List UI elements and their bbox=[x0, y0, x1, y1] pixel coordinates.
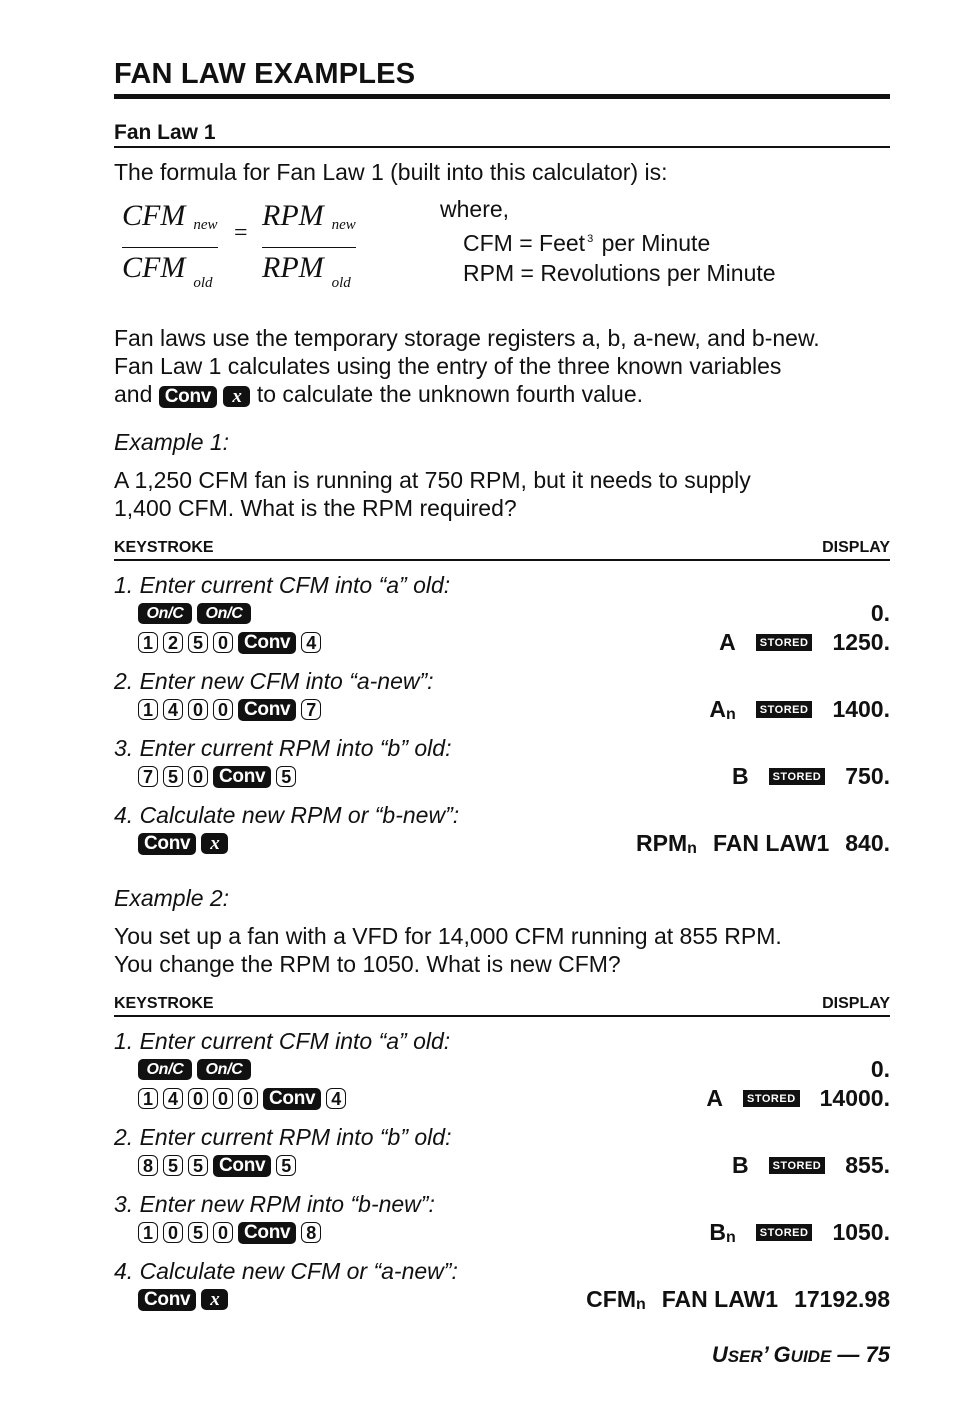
register-label: A bbox=[719, 629, 736, 655]
digit-key-4: 4 bbox=[301, 632, 321, 653]
step-1 bbox=[114, 571, 890, 657]
keystroke-row bbox=[114, 1285, 890, 1314]
display-value: 0. bbox=[870, 600, 890, 626]
formula-block bbox=[114, 194, 890, 304]
step-title: 4. Calculate new RPM or “b-new”: bbox=[114, 802, 460, 828]
cfm-fraction: CFM $_{new}$ CFM $_{old}$ bbox=[122, 196, 218, 303]
display-readout bbox=[871, 600, 890, 627]
digit-key-5: 5 bbox=[276, 766, 296, 787]
x-key: x bbox=[201, 833, 228, 854]
stored-badge: STORED bbox=[756, 634, 813, 651]
x-key: x bbox=[201, 1289, 228, 1310]
stored-badge: STORED bbox=[769, 1157, 826, 1174]
digit-key-8: 8 bbox=[301, 1222, 321, 1243]
keystroke-row bbox=[114, 1218, 890, 1247]
on-c-key: On/C bbox=[197, 1059, 251, 1080]
keystrokes bbox=[138, 603, 251, 624]
on-c-key: On/C bbox=[197, 603, 251, 624]
display-value: 1400. bbox=[832, 696, 890, 722]
display-readout bbox=[719, 629, 890, 656]
fan-law-label: FAN LAW1 bbox=[661, 1286, 779, 1312]
keystroke-display-header: KEYSTROKE DISPLAY bbox=[114, 538, 890, 561]
step-3 bbox=[114, 1190, 890, 1247]
display-readout bbox=[709, 696, 890, 724]
digit-key-4: 4 bbox=[163, 1088, 183, 1109]
step-2 bbox=[114, 667, 890, 724]
keystrokes bbox=[138, 766, 296, 788]
formula-definitions: where, CFM = Feet $^3$ per Minute RPM = Revolutions per Minute bbox=[440, 196, 776, 286]
intro-text: The formula for Fan Law 1 (built into this calculator) is: bbox=[114, 159, 668, 185]
keystroke-row bbox=[114, 628, 890, 657]
display-readout bbox=[732, 1152, 890, 1179]
display-readout bbox=[706, 1085, 890, 1112]
digit-key-0: 0 bbox=[213, 699, 233, 720]
digit-key-0: 0 bbox=[188, 766, 208, 787]
digit-key-7: 7 bbox=[301, 699, 321, 720]
conv-key: Conv bbox=[238, 632, 296, 654]
conv-key: Conv bbox=[263, 1088, 321, 1110]
keystroke-row bbox=[114, 1084, 890, 1113]
step-title: 2. Enter new CFM into “a-new”: bbox=[114, 668, 434, 694]
digit-key-0: 0 bbox=[213, 632, 233, 653]
keystroke-row bbox=[114, 762, 890, 791]
digit-key-5: 5 bbox=[188, 1222, 208, 1243]
result-subscript: n bbox=[636, 1295, 646, 1313]
digit-key-5: 5 bbox=[188, 1155, 208, 1176]
display-readout bbox=[709, 1219, 890, 1247]
keystrokes bbox=[138, 1088, 346, 1110]
digit-key-1: 1 bbox=[138, 1222, 158, 1243]
example1-steps bbox=[114, 571, 890, 858]
conv-key: Conv bbox=[138, 1289, 196, 1311]
display-readout bbox=[871, 1056, 890, 1083]
result-label: $CFM_n$ bbox=[586, 1285, 646, 1313]
fan-law-label: FAN LAW1 bbox=[712, 830, 830, 856]
register-subscript: n bbox=[726, 1228, 736, 1246]
section-title: FAN LAW EXAMPLES bbox=[114, 56, 890, 99]
example2-title: Example 2: bbox=[114, 885, 230, 911]
register-label: B bbox=[731, 763, 749, 789]
keystrokes bbox=[138, 699, 321, 721]
rpm-fraction: RPM $_{new}$ RPM $_{old}$ bbox=[262, 196, 356, 303]
digit-key-4: 4 bbox=[163, 699, 183, 720]
digit-key-0: 0 bbox=[163, 1222, 183, 1243]
manual-page bbox=[114, 56, 890, 1314]
digit-key-0: 0 bbox=[213, 1088, 233, 1109]
result-subscript: n bbox=[687, 839, 697, 857]
digit-key-7: 7 bbox=[138, 766, 158, 787]
digit-key-1: 1 bbox=[138, 699, 158, 720]
rpm-definition: RPM = Revolutions per Minute bbox=[463, 260, 776, 286]
display-value: 750. bbox=[845, 763, 890, 789]
conv-key: Conv bbox=[138, 833, 196, 855]
keystroke-display-header: KEYSTROKE DISPLAY bbox=[114, 994, 890, 1017]
step-title: 1. Enter current CFM into “a” old: bbox=[114, 572, 451, 598]
example1-title: Example 1: bbox=[114, 429, 230, 455]
digit-key-5: 5 bbox=[276, 1155, 296, 1176]
digit-key-1: 1 bbox=[138, 1088, 158, 1109]
digit-key-5: 5 bbox=[163, 1155, 183, 1176]
step-title: 4. Calculate new CFM or “a-new”: bbox=[114, 1258, 458, 1284]
display-value: 1050. bbox=[832, 1219, 890, 1245]
conv-key: Conv bbox=[159, 386, 217, 408]
display-value: 855. bbox=[845, 1152, 890, 1178]
keystrokes bbox=[138, 1222, 321, 1244]
step-title: 1. Enter current CFM into “a” old: bbox=[114, 1028, 451, 1054]
digit-key-5: 5 bbox=[188, 632, 208, 653]
keystroke-row bbox=[114, 829, 890, 858]
explanation-paragraph: Fan laws use the temporary storage registers a, b, a-new, and b-new. Fan Law 1 calculates using the entry of the three known variables and Conv x to calculate the unknown fourth value. bbox=[114, 325, 820, 407]
step-title: 2. Enter current RPM into “b” old: bbox=[114, 1124, 452, 1150]
on-c-key: On/C bbox=[138, 1059, 192, 1080]
example2-steps bbox=[114, 1027, 890, 1314]
display-readout bbox=[636, 830, 890, 858]
conv-key: Conv bbox=[238, 699, 296, 721]
example2-description: You set up a fan with a VFD for 14,000 CFM running at 855 RPM. You change the RPM to 1050. What is new CFM? bbox=[114, 923, 782, 977]
digit-key-8: 8 bbox=[138, 1155, 158, 1176]
equals-sign: = bbox=[234, 220, 248, 246]
register-label: A bbox=[706, 1085, 723, 1111]
register-subscript: n bbox=[726, 705, 736, 723]
digit-key-4: 4 bbox=[326, 1088, 346, 1109]
page-footer: USER’ GUIDE — 75 bbox=[711, 1342, 890, 1367]
conv-key: Conv bbox=[213, 1155, 271, 1177]
conv-key: Conv bbox=[213, 766, 271, 788]
digit-key-1: 1 bbox=[138, 632, 158, 653]
register-label: B bbox=[731, 1152, 749, 1178]
digit-key-5: 5 bbox=[163, 766, 183, 787]
keystroke-row bbox=[114, 1151, 890, 1180]
register-label: $B_n$ bbox=[709, 1218, 736, 1246]
keystrokes bbox=[138, 632, 321, 654]
keystroke-row bbox=[114, 1055, 890, 1084]
stored-badge: STORED bbox=[743, 1090, 800, 1107]
display-value: 0. bbox=[870, 1056, 890, 1082]
keystroke-row bbox=[114, 599, 890, 628]
step-title: 3. Enter current RPM into “b” old: bbox=[114, 735, 452, 761]
display-value: 17192.98 bbox=[794, 1286, 890, 1312]
subsection-title: Fan Law 1 bbox=[114, 121, 890, 148]
digit-key-0: 0 bbox=[188, 699, 208, 720]
cfm-definition: CFM = Feet $^3$ per Minute bbox=[463, 230, 711, 256]
digit-key-0: 0 bbox=[188, 1088, 208, 1109]
display-value: 840. bbox=[845, 830, 890, 856]
stored-badge: STORED bbox=[769, 768, 826, 785]
result-label: $RPM_n$ bbox=[636, 829, 697, 857]
display-readout bbox=[586, 1286, 890, 1314]
keystrokes bbox=[138, 1059, 251, 1080]
example1-description: A 1,250 CFM fan is running at 750 RPM, but it needs to supply 1,400 CFM. What is the RPM required? bbox=[114, 467, 751, 521]
digit-key-0: 0 bbox=[213, 1222, 233, 1243]
display-readout bbox=[732, 763, 890, 790]
conv-key: Conv bbox=[238, 1222, 296, 1244]
keystrokes bbox=[138, 1289, 228, 1311]
keystrokes bbox=[138, 1155, 296, 1177]
step-4 bbox=[114, 1257, 890, 1314]
step-2 bbox=[114, 1123, 890, 1180]
step-title: 3. Enter new RPM into “b-new”: bbox=[114, 1191, 435, 1217]
display-value: 1250. bbox=[832, 629, 890, 655]
stored-badge: STORED bbox=[756, 1224, 813, 1241]
x-key: x bbox=[223, 386, 250, 407]
step-4 bbox=[114, 801, 890, 858]
keystroke-row bbox=[114, 695, 890, 724]
step-1 bbox=[114, 1027, 890, 1113]
digit-key-2: 2 bbox=[163, 632, 183, 653]
on-c-key: On/C bbox=[138, 603, 192, 624]
keystrokes bbox=[138, 833, 228, 855]
register-label: $A_n$ bbox=[709, 695, 736, 723]
digit-key-0: 0 bbox=[238, 1088, 258, 1109]
stored-badge: STORED bbox=[756, 701, 813, 718]
step-3 bbox=[114, 734, 890, 791]
display-value: 14000. bbox=[819, 1085, 890, 1111]
